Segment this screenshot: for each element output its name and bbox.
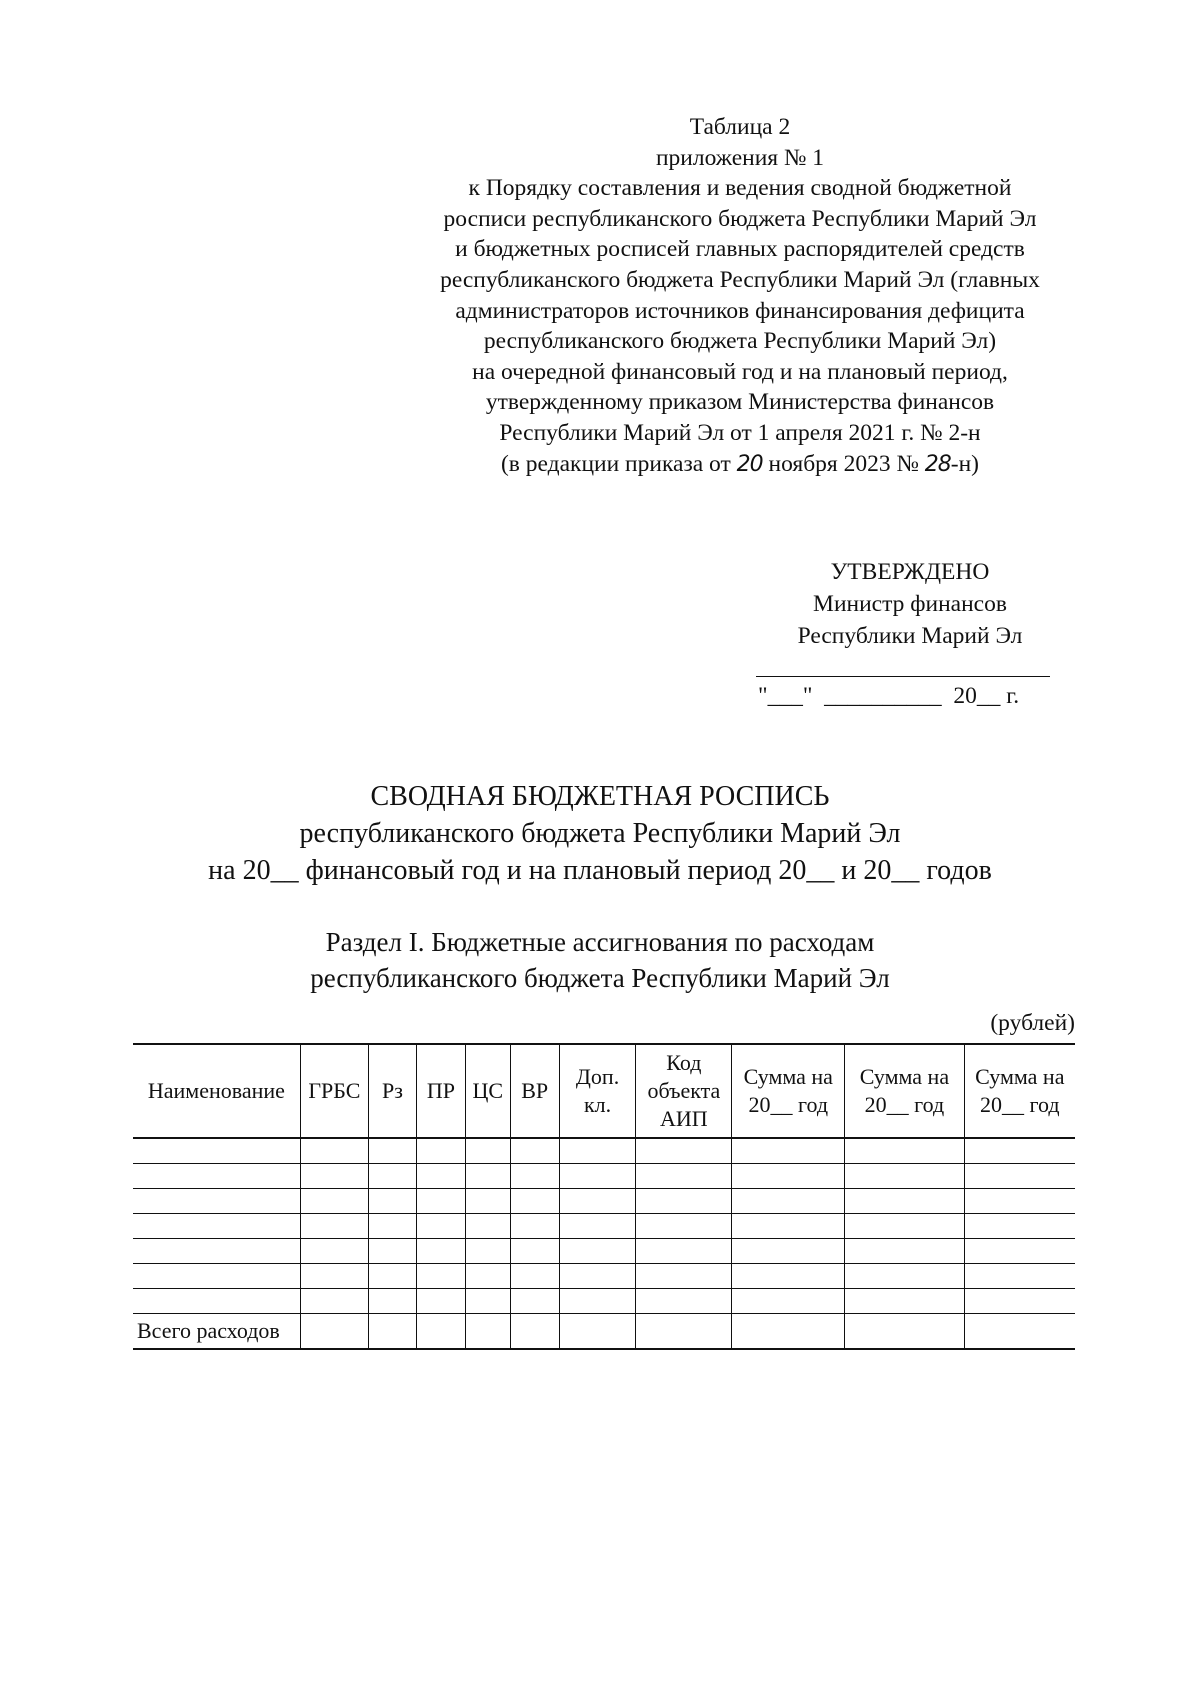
col-sum2 — [845, 1044, 964, 1138]
budget-table — [133, 1043, 1075, 1350]
header-line: Республики Марий Эл от 1 апреля 2021 г. № 2-н — [499, 419, 981, 446]
table-cell — [465, 1289, 510, 1314]
title-line: республиканского бюджета Республики Марий Эл — [299, 818, 901, 849]
table-cell — [368, 1289, 416, 1314]
approval-date: "___" __________ 20__ г. — [758, 683, 1020, 709]
col-sum1-line: Сумма на — [743, 1064, 833, 1089]
table-row — [133, 1138, 1075, 1164]
col-dop — [559, 1044, 636, 1138]
table-cell — [510, 1164, 559, 1189]
table-cell — [732, 1264, 845, 1289]
table-cell — [416, 1314, 465, 1350]
table-cell — [416, 1138, 465, 1164]
col-vr: ВР — [510, 1044, 559, 1138]
col-sum1 — [732, 1044, 845, 1138]
table-cell — [510, 1239, 559, 1264]
table-cell — [368, 1214, 416, 1239]
table-cell — [416, 1264, 465, 1289]
table-cell — [964, 1214, 1075, 1239]
table-cell — [416, 1289, 465, 1314]
col-aip-line: Код — [666, 1050, 702, 1075]
table-cell — [559, 1138, 636, 1164]
col-sum3-line: Сумма на — [975, 1064, 1065, 1089]
table-cell — [133, 1138, 300, 1164]
approval-block — [760, 556, 1060, 652]
table-cell — [964, 1189, 1075, 1214]
table-cell — [133, 1264, 300, 1289]
table-row — [133, 1239, 1075, 1264]
table-cell — [416, 1189, 465, 1214]
approval-title: УТВЕРЖДЕНО — [830, 559, 990, 585]
header-line: приложения № 1 — [655, 144, 825, 171]
table-cell — [300, 1164, 368, 1189]
table-cell — [559, 1289, 636, 1314]
table-cell — [636, 1164, 732, 1189]
table-cell — [636, 1189, 732, 1214]
handwritten-number: 28 — [924, 451, 951, 477]
table-cell — [133, 1164, 300, 1189]
title-line: СВОДНАЯ БЮДЖЕТНАЯ РОСПИСЬ — [370, 781, 830, 812]
table-cell — [732, 1164, 845, 1189]
table-cell — [732, 1138, 845, 1164]
table-cell — [510, 1289, 559, 1314]
units-label: (рублей) — [990, 1010, 1075, 1036]
table-cell — [133, 1189, 300, 1214]
table-cell — [845, 1214, 964, 1239]
table-cell — [964, 1239, 1075, 1264]
header-line: на очередной финансовый год и на плановый период, — [472, 358, 1008, 385]
table-cell — [368, 1138, 416, 1164]
col-dop-line: Доп. — [575, 1064, 620, 1089]
col-pr: ПР — [416, 1044, 465, 1138]
revision-prefix: (в редакции приказа от — [500, 450, 737, 477]
col-sum2-line: Сумма на — [859, 1064, 950, 1089]
table-row — [133, 1164, 1075, 1189]
table-row — [133, 1189, 1075, 1214]
table-cell — [636, 1264, 732, 1289]
col-cs: ЦС — [465, 1044, 510, 1138]
header-line: и бюджетных росписей главных распорядителей средств — [455, 236, 1025, 263]
col-sum3-line: 20__ год — [980, 1092, 1060, 1117]
table-cell — [845, 1289, 964, 1314]
revision-middle: ноября 2023 № — [762, 450, 925, 477]
table-cell — [300, 1264, 368, 1289]
table-cell — [845, 1314, 964, 1350]
table-cell — [465, 1164, 510, 1189]
table-cell — [510, 1189, 559, 1214]
table-cell — [964, 1289, 1075, 1314]
revision-line — [420, 449, 1060, 481]
table-cell — [368, 1314, 416, 1350]
table-cell — [510, 1264, 559, 1289]
col-aip-line: АИП — [660, 1106, 708, 1131]
table-cell — [465, 1214, 510, 1239]
table-cell — [133, 1239, 300, 1264]
table-cell — [559, 1239, 636, 1264]
table-cell — [300, 1314, 368, 1350]
table-cell — [559, 1314, 636, 1350]
table-cell — [300, 1214, 368, 1239]
table-cell — [732, 1214, 845, 1239]
table-cell — [636, 1289, 732, 1314]
signature-line — [756, 676, 1050, 677]
col-dop-line: кл. — [583, 1092, 612, 1117]
table-cell — [964, 1314, 1075, 1350]
table-cell — [300, 1289, 368, 1314]
table-cell — [300, 1239, 368, 1264]
approval-line: Республики Марий Эл — [797, 623, 1023, 649]
table-cell — [964, 1264, 1075, 1289]
col-sum2-line: 20__ год — [864, 1092, 945, 1117]
table-cell — [636, 1214, 732, 1239]
table-cell — [465, 1314, 510, 1350]
header-line: утвержденному приказом Министерства финансов — [485, 389, 995, 416]
table-cell — [732, 1189, 845, 1214]
col-grbs: ГРБС — [300, 1044, 368, 1138]
table-cell — [368, 1239, 416, 1264]
table-cell — [368, 1164, 416, 1189]
col-aip — [636, 1044, 732, 1138]
col-aip-line: объекта — [647, 1078, 721, 1103]
header-line: республиканского бюджета Республики Марий Эл (главных — [440, 266, 1040, 293]
header-line: администраторов источников финансирования дефицита — [455, 297, 1025, 324]
table-cell — [559, 1214, 636, 1239]
table-cell — [636, 1239, 732, 1264]
table-cell — [559, 1164, 636, 1189]
table-cell — [465, 1264, 510, 1289]
approval-line: Министр финансов — [813, 591, 1007, 617]
table-cell — [368, 1189, 416, 1214]
col-sum1-line: 20__ год — [748, 1092, 829, 1117]
table-row — [133, 1289, 1075, 1314]
table-cell — [559, 1264, 636, 1289]
table-cell — [300, 1189, 368, 1214]
table-header-row — [133, 1044, 1075, 1138]
table-cell — [465, 1138, 510, 1164]
col-name: Наименование — [133, 1044, 300, 1138]
section-line: республиканского бюджета Республики Марий Эл — [310, 963, 890, 993]
document-title — [100, 778, 1100, 889]
total-label: Всего расходов — [133, 1314, 300, 1350]
table-cell — [845, 1264, 964, 1289]
handwritten-day: 20 — [736, 451, 763, 477]
table-row — [133, 1214, 1075, 1239]
table-cell — [510, 1138, 559, 1164]
table-cell — [465, 1189, 510, 1214]
table-cell — [510, 1314, 559, 1350]
header-line: Таблица 2 — [689, 114, 791, 140]
title-line: на 20__ финансовый год и на плановый период 20__ и 20__ годов — [208, 855, 992, 886]
section-title — [100, 924, 1100, 996]
header-line: к Порядку составления и ведения сводной бюджетной — [468, 175, 1012, 202]
table-cell — [416, 1164, 465, 1189]
header-line: росписи республиканского бюджета Республики Марий Эл — [443, 205, 1037, 232]
table-cell — [636, 1314, 732, 1350]
section-line: Раздел I. Бюджетные ассигнования по расходам — [325, 927, 875, 957]
table-cell — [845, 1138, 964, 1164]
table-cell — [964, 1138, 1075, 1164]
table-cell — [636, 1138, 732, 1164]
table-cell — [510, 1214, 559, 1239]
table-cell — [416, 1214, 465, 1239]
table-cell — [416, 1239, 465, 1264]
document-header — [420, 112, 1060, 480]
total-row — [133, 1314, 1075, 1350]
table-cell — [845, 1189, 964, 1214]
table-cell — [732, 1314, 845, 1350]
table-cell — [368, 1264, 416, 1289]
table-row — [133, 1264, 1075, 1289]
table-cell — [465, 1239, 510, 1264]
table-cell — [133, 1214, 300, 1239]
table-cell — [845, 1164, 964, 1189]
col-rz: Рз — [368, 1044, 416, 1138]
table-cell — [732, 1289, 845, 1314]
table-cell — [300, 1138, 368, 1164]
revision-suffix: -н) — [950, 450, 979, 477]
table-cell — [732, 1239, 845, 1264]
table-cell — [845, 1239, 964, 1264]
table-cell — [964, 1164, 1075, 1189]
table-cell — [559, 1189, 636, 1214]
header-line: республиканского бюджета Республики Марий Эл) — [483, 328, 997, 355]
col-sum3 — [964, 1044, 1075, 1138]
table-cell — [133, 1289, 300, 1314]
